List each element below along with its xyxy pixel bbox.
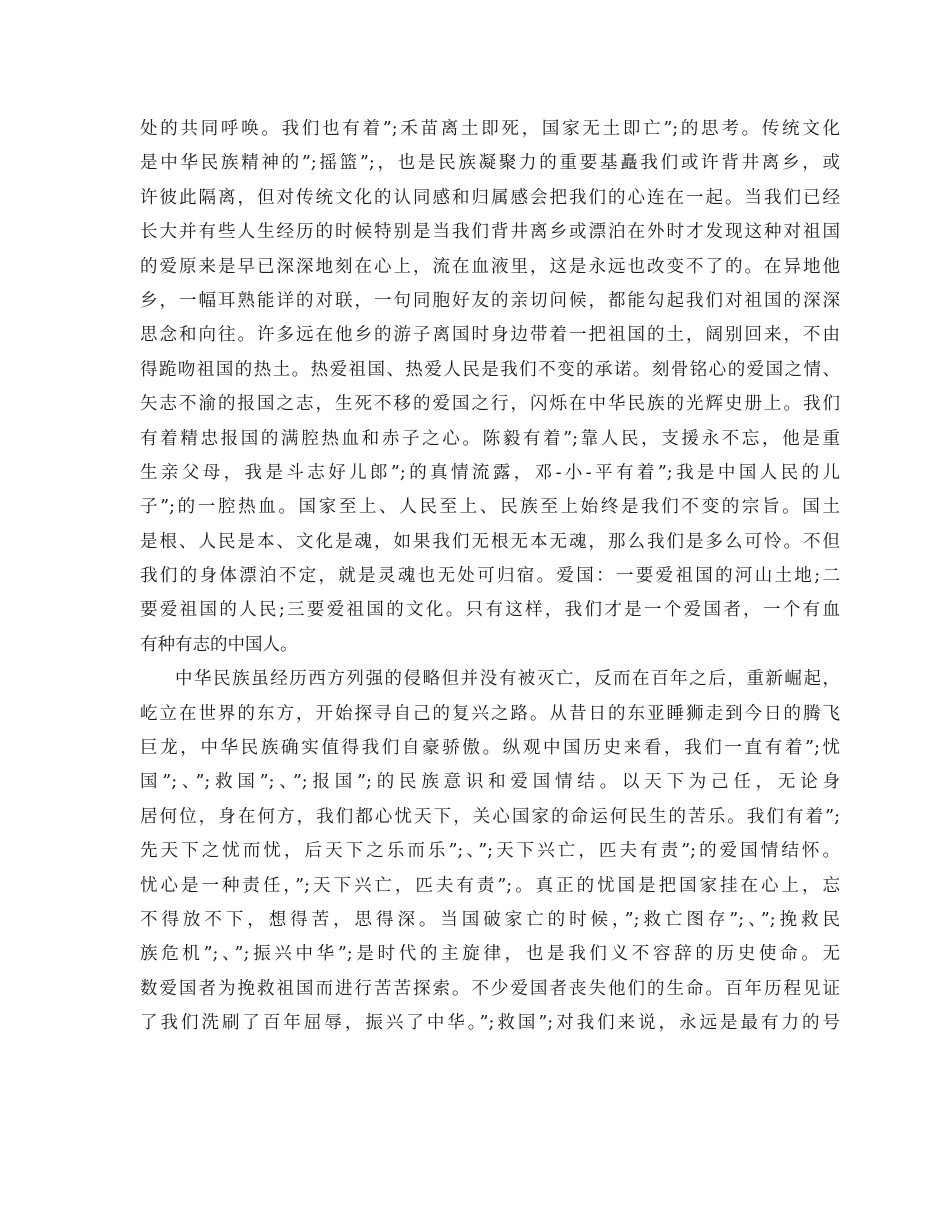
paragraph-1 bbox=[140, 112, 840, 662]
paragraph-2 bbox=[140, 662, 840, 1040]
text-line: 先天下之忧而忧，后天下之乐而乐”;、”;天下兴亡，匹夫有责”;的爱国情结怀。 bbox=[140, 841, 840, 862]
text-line: 中华民族虽经历西方列强的侵略但并没有被灭亡，反而在百年之后，重新崛起， bbox=[175, 669, 840, 690]
text-line: 要爱祖国的人民;三要爱祖国的文化。只有这样，我们才是一个爱国者，一个有血 bbox=[140, 600, 840, 621]
text-line: 忧心是一种责任，”;天下兴亡，匹夫有责”;。真正的忧国是把国家挂在心上，忘 bbox=[140, 875, 840, 896]
text-line: 是中华民族精神的”;摇篮”;，也是民族凝聚力的重要基矗我们或许背井离乡，或 bbox=[140, 153, 840, 174]
text-line: 我们的身体漂泊不定，就是灵魂也无处可归宿。爱国：一要爱祖国的河山土地;二 bbox=[140, 566, 840, 587]
text-line: 生亲父母，我是斗志好儿郎”;的真情流露，邓-小-平有着”;我是中国人民的儿 bbox=[140, 462, 840, 483]
text-line: 国”;、”;救国”;、”;报国”;的民族意识和爱国情结。以天下为己任，无论身 bbox=[140, 772, 840, 793]
text-line: 乡，一幅耳熟能详的对联，一句同胞好友的亲切问候，都能勾起我们对祖国的深深 bbox=[140, 290, 840, 311]
text-line: 有种有志的中国人。 bbox=[140, 634, 298, 655]
text-line: 得跪吻祖国的热土。热爱祖国、热爱人民是我们不变的承诺。刻骨铭心的爱国之情、 bbox=[140, 359, 840, 380]
text-line: 是根、人民是本、文化是魂，如果我们无根无本无魂，那么我们是多么可怜。不但 bbox=[140, 531, 840, 552]
text-line: 巨龙，中华民族确实值得我们自豪骄傲。纵观中国历史来看，我们一直有着”;忧 bbox=[140, 738, 840, 759]
text-line: 不得放不下，想得苦，思得深。当国破家亡的时候，”;救亡图存”;、”;挽救民 bbox=[140, 909, 840, 930]
text-line: 处的共同呼唤。我们也有着”;禾苗离土即死，国家无土即亡”;的思考。传统文化 bbox=[140, 119, 840, 139]
text-line: 族危机”;、”;振兴中华”;是时代的主旋律，也是我们义不容辞的历史使命。无 bbox=[140, 944, 840, 965]
text-line: 屹立在世界的东方，开始探寻自己的复兴之路。从昔日的东亚睡狮走到今日的腾飞 bbox=[140, 703, 840, 724]
text-line: 居何位，身在何方，我们都心忧天下，关心国家的命运何民生的苦乐。我们有着”; bbox=[140, 806, 840, 827]
text-line: 子”;的一腔热血。国家至上、人民至上、民族至上始终是我们不变的宗旨。国土 bbox=[140, 497, 840, 518]
text-line: 许彼此隔离，但对传统文化的认同感和归属感会把我们的心连在一起。当我们已经 bbox=[140, 187, 840, 208]
text-line: 的爱原来是早已深深地刻在心上，流在血液里，这是永远也改变不了的。在异地他 bbox=[140, 256, 840, 277]
text-line: 有着精忠报国的满腔热血和赤子之心。陈毅有着”;靠人民，支援永不忘，他是重 bbox=[140, 428, 840, 449]
body-text bbox=[140, 112, 840, 1041]
text-line: 矢志不渝的报国之志，生死不移的爱国之行，闪烁在中华民族的光辉史册上。我们 bbox=[140, 394, 840, 415]
text-line: 数爱国者为挽救祖国而进行苦苦探索。不少爱国者丧失他们的生命。百年历程见证 bbox=[140, 978, 840, 999]
text-line: 长大并有些人生经历的时候特别是当我们背井离乡或漂泊在外时才发现这种对祖国 bbox=[140, 222, 840, 243]
text-line: 思念和向往。许多远在他乡的游子离国时身边带着一把祖国的土，阔别回来，不由 bbox=[140, 325, 840, 346]
text-line: 了我们洗刷了百年屈辱，振兴了中华。”;救国”;对我们来说，永远是最有力的号 bbox=[140, 1013, 840, 1034]
